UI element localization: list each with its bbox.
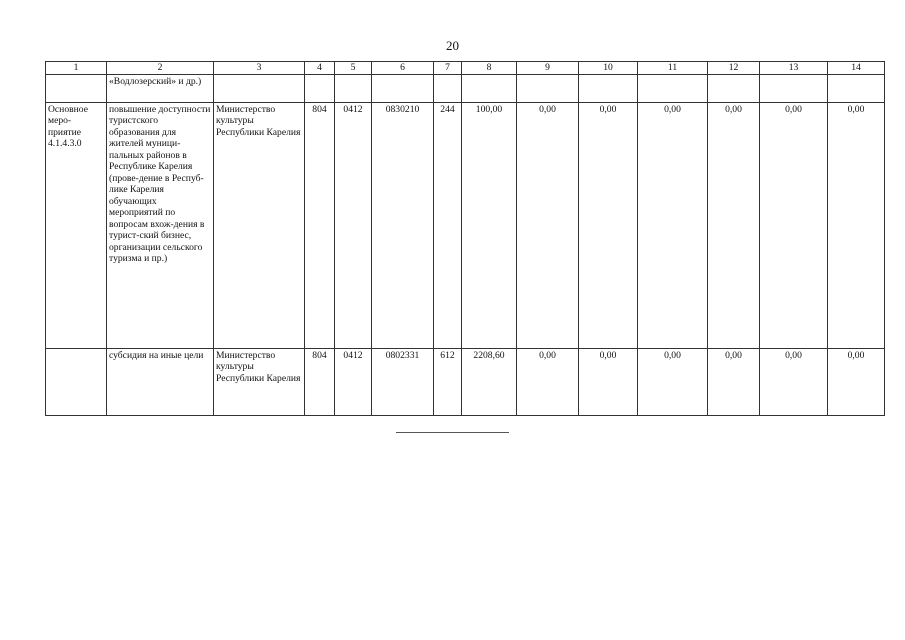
table-cell: 0412 <box>335 348 372 415</box>
budget-table <box>45 61 885 416</box>
event-description-cell: повышение доступности туристского образования для жителей муници-пальных районов в Республике Карелия (прове-дение в Респуб-лике Карелия обучающих мероприятий по вопросам вхож-дения в турист-ский бизнес, организации сельского туризма и пр.) <box>107 102 214 348</box>
header-row <box>46 62 885 75</box>
header-cell: 9 <box>517 62 579 75</box>
table-cell: 0,00 <box>517 348 579 415</box>
table-cell: 0,00 <box>517 102 579 348</box>
header-cell: 7 <box>434 62 462 75</box>
table-cell: 0,00 <box>760 348 828 415</box>
table-cell <box>335 74 372 102</box>
header-cell: 6 <box>372 62 434 75</box>
header-cell: 5 <box>335 62 372 75</box>
table-cell <box>760 74 828 102</box>
event-code-cell <box>46 348 107 415</box>
executor-cell: Министерство культуры Республики Карелия <box>214 348 305 415</box>
table-cell <box>462 74 517 102</box>
header-cell: 2 <box>107 62 214 75</box>
table-cell: 0,00 <box>828 102 885 348</box>
header-cell: 13 <box>760 62 828 75</box>
table-cell <box>214 74 305 102</box>
table-cell: 0830210 <box>372 102 434 348</box>
table-cell: «Водлозерский» и др.) <box>107 74 214 102</box>
event-code-cell: Основное меро-приятие 4.1.4.3.0 <box>46 102 107 348</box>
table-cell <box>372 74 434 102</box>
header-cell: 3 <box>214 62 305 75</box>
table-cell: 804 <box>305 348 335 415</box>
footnote-separator-line <box>396 432 509 433</box>
executor-cell: Министерство культуры Республики Карелия <box>214 102 305 348</box>
table-cell: 0,00 <box>638 348 708 415</box>
table-cell: 0,00 <box>708 348 760 415</box>
table-cell: 804 <box>305 102 335 348</box>
header-cell: 1 <box>46 62 107 75</box>
table-cell: 2208,60 <box>462 348 517 415</box>
table-cell <box>434 74 462 102</box>
table-cell <box>305 74 335 102</box>
header-cell: 10 <box>579 62 638 75</box>
header-cell: 12 <box>708 62 760 75</box>
table-cell <box>579 74 638 102</box>
table-cell: 0,00 <box>638 102 708 348</box>
table-row <box>46 348 885 415</box>
table-cell <box>638 74 708 102</box>
table-cell: 100,00 <box>462 102 517 348</box>
table-cell: 0,00 <box>579 348 638 415</box>
table-cell <box>708 74 760 102</box>
table-cell: 0,00 <box>828 348 885 415</box>
table-cell: 0,00 <box>708 102 760 348</box>
table-row <box>46 102 885 348</box>
table-cell <box>46 74 107 102</box>
table-cell: 0412 <box>335 102 372 348</box>
event-description-cell: субсидия на иные цели <box>107 348 214 415</box>
table-cell: 0,00 <box>579 102 638 348</box>
table-cell: 612 <box>434 348 462 415</box>
continuation-row <box>46 74 885 102</box>
page-number: 20 <box>446 38 459 53</box>
header-cell: 14 <box>828 62 885 75</box>
header-cell: 8 <box>462 62 517 75</box>
table-cell: 0,00 <box>760 102 828 348</box>
table-cell <box>828 74 885 102</box>
table-cell: 244 <box>434 102 462 348</box>
table-cell <box>517 74 579 102</box>
header-cell: 11 <box>638 62 708 75</box>
header-cell: 4 <box>305 62 335 75</box>
table-cell: 0802331 <box>372 348 434 415</box>
